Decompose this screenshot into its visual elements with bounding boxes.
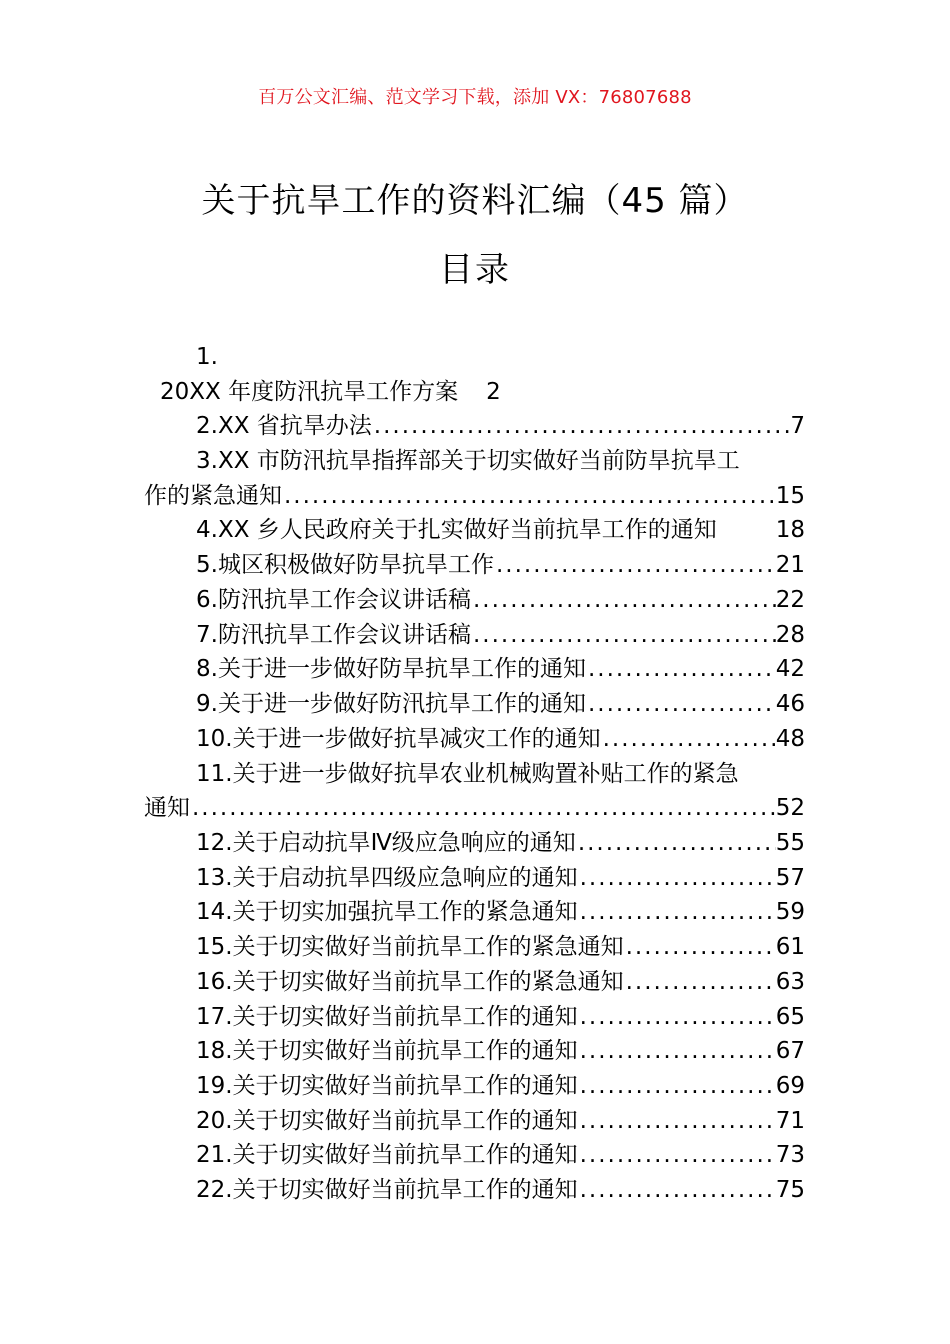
- toc-entry-20[interactable]: [196, 1104, 805, 1138]
- toc-entry-16[interactable]: [196, 965, 805, 999]
- toc-entry-page: 59: [775, 899, 805, 925]
- toc-entry-title: 16.关于切实做好当前抗旱工作的紧急通知: [196, 969, 624, 995]
- toc-heading: 目录: [439, 250, 511, 290]
- toc-leader: [576, 826, 776, 860]
- toc-entry-title: 12.关于启动抗旱Ⅳ级应急响应的通知: [196, 830, 576, 856]
- toc-entry-title: 13.关于启动抗旱四级应急响应的通知: [196, 865, 578, 891]
- toc-entry-13[interactable]: [196, 861, 805, 895]
- toc-entry-page: 42: [775, 656, 805, 682]
- toc-leader: [578, 1138, 776, 1172]
- toc-entry-title: 6.防汛抗旱工作会议讲话稿: [196, 587, 471, 613]
- toc-entry-title: 21.关于切实做好当前抗旱工作的通知: [196, 1142, 578, 1168]
- toc-leader: [586, 687, 776, 721]
- toc-entry-title: 7.防汛抗旱工作会议讲话稿: [196, 622, 471, 648]
- toc-entry-title: 20XX 年度防汛抗旱工作方案: [160, 379, 459, 405]
- toc-leader: [578, 1104, 776, 1138]
- toc-leader: [578, 1173, 776, 1207]
- toc-leader: [372, 409, 791, 443]
- toc-entry-title: 22.关于切实做好当前抗旱工作的通知: [196, 1177, 578, 1203]
- toc-entry-15[interactable]: [196, 930, 805, 964]
- toc-entry-page: 61: [775, 934, 805, 960]
- toc-leader: [601, 722, 776, 756]
- toc-leader: [578, 1000, 776, 1034]
- toc-leader: [471, 618, 776, 652]
- toc-entry-2[interactable]: [196, 409, 805, 443]
- toc-leader: [624, 965, 776, 999]
- toc-entry-page: 55: [775, 830, 805, 856]
- toc-entry-page: 22: [775, 587, 805, 613]
- toc-entry-title: 9.关于进一步做好防汛抗旱工作的通知: [196, 691, 586, 717]
- toc-leader: [624, 930, 776, 964]
- document-title: 关于抗旱工作的资料汇编（45 篇）: [201, 181, 749, 221]
- toc-leader: [578, 895, 776, 929]
- toc-entry-page: 7: [790, 413, 805, 439]
- toc-entry-11-line1[interactable]: 11.关于进一步做好抗旱农业机械购置补贴工作的紧急: [196, 761, 739, 787]
- toc-leader: [586, 652, 776, 686]
- toc-entry-title: 20.关于切实做好当前抗旱工作的通知: [196, 1108, 578, 1134]
- toc-entry-9[interactable]: [196, 687, 805, 721]
- toc-entry-page: 71: [775, 1108, 805, 1134]
- toc-entry-page: 73: [775, 1142, 805, 1168]
- toc-entry-4[interactable]: [196, 513, 805, 547]
- toc-entry-18[interactable]: [196, 1034, 805, 1068]
- toc-entry-page: 52: [775, 795, 805, 821]
- toc-entry-page: 46: [775, 691, 805, 717]
- toc-entry-1[interactable]: [160, 375, 501, 409]
- toc-entry-6[interactable]: [196, 583, 805, 617]
- toc-entry-10[interactable]: [196, 722, 805, 756]
- toc-entry-title: 通知: [144, 795, 190, 821]
- toc-entry-title: 15.关于切实做好当前抗旱工作的紧急通知: [196, 934, 624, 960]
- toc-leader: [578, 1069, 776, 1103]
- toc-entry-page: 75: [775, 1177, 805, 1203]
- toc-entry-page: 18: [775, 517, 805, 543]
- toc-leader: [471, 583, 776, 617]
- header-watermark: 百万公文汇编、范文学习下载，添加 VX：76807688: [258, 87, 692, 108]
- toc-entry-8[interactable]: [196, 652, 805, 686]
- toc-leader: [190, 791, 776, 825]
- toc-entry-page: 15: [775, 483, 805, 509]
- toc-entry-title: 2.XX 省抗旱办法: [196, 413, 372, 439]
- toc-leader: [578, 861, 776, 895]
- toc-entry-page: 63: [775, 969, 805, 995]
- toc-entry-title: 作的紧急通知: [144, 483, 282, 509]
- toc-entry-11[interactable]: [144, 791, 805, 825]
- toc-entry-title: 17.关于切实做好当前抗旱工作的通知: [196, 1004, 578, 1030]
- toc-entry-19[interactable]: [196, 1069, 805, 1103]
- toc-entry-1-number[interactable]: 1.: [196, 344, 218, 370]
- toc-leader: [578, 1034, 776, 1068]
- toc-entry-page: 21: [775, 552, 805, 578]
- toc-entry-page: 28: [775, 622, 805, 648]
- toc-entry-title: 5.城区积极做好防旱抗旱工作: [196, 552, 494, 578]
- toc-entry-page: 2: [486, 379, 501, 405]
- toc-entry-title: 10.关于进一步做好抗旱减灾工作的通知: [196, 726, 601, 752]
- toc-entry-5[interactable]: [196, 548, 805, 582]
- toc-entry-14[interactable]: [196, 895, 805, 929]
- toc-leader: [282, 479, 776, 513]
- toc-entry-page: 48: [775, 726, 805, 752]
- toc-entry-title: 4.XX 乡人民政府关于扎实做好当前抗旱工作的通知: [196, 517, 717, 543]
- toc-entry-page: 57: [775, 865, 805, 891]
- toc-entry-21[interactable]: [196, 1138, 805, 1172]
- toc-entry-title: 14.关于切实加强抗旱工作的紧急通知: [196, 899, 578, 925]
- toc-entry-page: 67: [775, 1038, 805, 1064]
- toc-entry-7[interactable]: [196, 618, 805, 652]
- toc-entry-title: 18.关于切实做好当前抗旱工作的通知: [196, 1038, 578, 1064]
- toc-entry-page: 69: [775, 1073, 805, 1099]
- toc-entry-title: 8.关于进一步做好防旱抗旱工作的通知: [196, 656, 586, 682]
- toc-entry-page: 65: [775, 1004, 805, 1030]
- toc-entry-22[interactable]: [196, 1173, 805, 1207]
- toc-leader: [494, 548, 776, 582]
- toc-entry-17[interactable]: [196, 1000, 805, 1034]
- toc-entry-3[interactable]: [144, 479, 805, 513]
- toc-entry-12[interactable]: [196, 826, 805, 860]
- toc-entry-3-line1[interactable]: 3.XX 市防汛抗旱指挥部关于切实做好当前防旱抗旱工: [196, 448, 740, 474]
- toc-entry-title: 19.关于切实做好当前抗旱工作的通知: [196, 1073, 578, 1099]
